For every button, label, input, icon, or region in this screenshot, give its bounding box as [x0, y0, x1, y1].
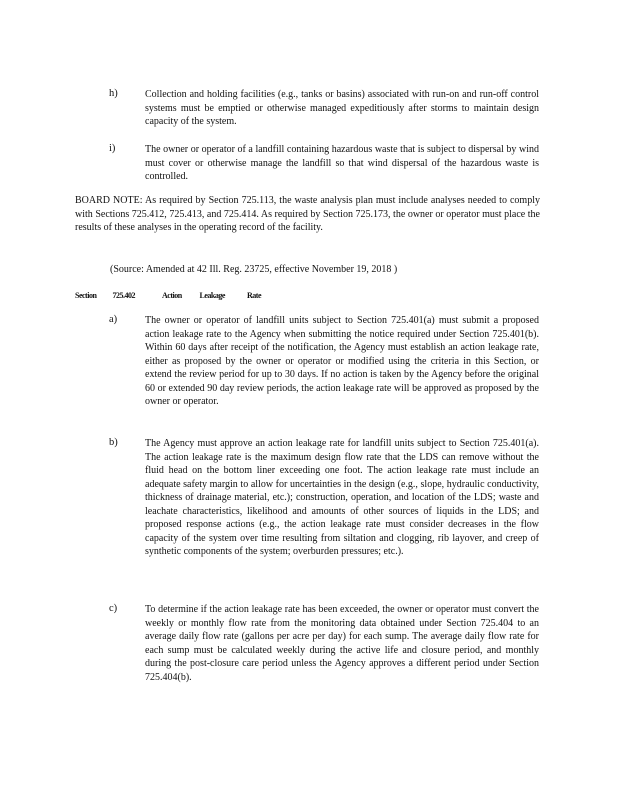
board-note: BOARD NOTE: As required by Section 725.113, the waste analysis plan must include analyses needed to comply with Sections 725.412, 725.413, and 725.414. As required by Section 725.173, the owner or operator must place the results of these analyses in the operating record of the facility. — [75, 195, 540, 233]
item-text: The Agency must approve an action leakage rate for landfill units subject to Section 725.401(a). The action leakage rate is the maximum design flow rate that the LDS can remove without the fluid head on the bottom liner exceeding one foot. The action leakage rate must include an adequate safety margin to allow for uncertainties in the design (e.g., slope, hydraulic conductivity, thickness of drainage material, etc.); construction, operation, and location of the LDS; waste and leachate characteristics, likelihood and amounts of other sources of liquids in the LDS; and proposed response actions (e.g., the action leakage rate must consider decreases in the flow capacity of the system over time resulting from siltation and clogging, rib layover, and creep of synthetic components of the system; overburden pressures; etc.). — [145, 438, 539, 557]
item-label: b) — [109, 437, 118, 448]
section-word: Section — [75, 291, 97, 300]
section-title-word-1: Action — [162, 291, 182, 300]
item-text: The owner or operator of landfill units subject to Section 725.401(a) must submit a proposed action leakage rate to the Agency when submitting the notice required under Section 725.401(b). Within 60 days after receipt of the notification, the Agency must establish an action leakage rate, either as proposed by the owner or operator or modified using the criteria in this Section, or extend the review period for up to 30 days. If no action is taken by the Agency before the original 60 or extended 90 day review periods, the action leakage rate will be approved as proposed by the owner or operator. — [145, 315, 539, 407]
source-note: (Source: Amended at 42 Ill. Reg. 23725, effective November 19, 2018 ) — [110, 264, 398, 275]
item-text: The owner or operator of a landfill containing hazardous waste that is subject to dispersal by wind must cover or otherwise manage the landfill so that wind dispersal of the hazardous waste is controlled. — [145, 144, 539, 182]
item-text: Collection and holding facilities (e.g., tanks or basins) associated with run-on and run-off control systems must be emptied or otherwise managed expeditiously after storms to maintain design capacity of the system. — [145, 89, 539, 127]
section-number: 725.402 — [112, 291, 135, 300]
section-heading — [75, 291, 261, 300]
item-label: a) — [109, 314, 118, 325]
section-title-word-2: Leakage — [199, 291, 225, 300]
item-label: h) — [109, 88, 118, 99]
item-label: c) — [109, 603, 118, 614]
item-label: i) — [109, 143, 116, 154]
item-text: To determine if the action leakage rate has been exceeded, the owner or operator must convert the weekly or monthly flow rate from the monitoring data obtained under Section 725.404 to an average daily flow rate (gallons per acre per day) for each sump. The average daily flow rate for each sump must be calculated weekly during the active life and closure period, and monthly during the post-closure care period unless the Agency approves a different period under Section 725.404(b). — [145, 604, 539, 683]
section-title-word-3: Rate — [247, 291, 261, 300]
